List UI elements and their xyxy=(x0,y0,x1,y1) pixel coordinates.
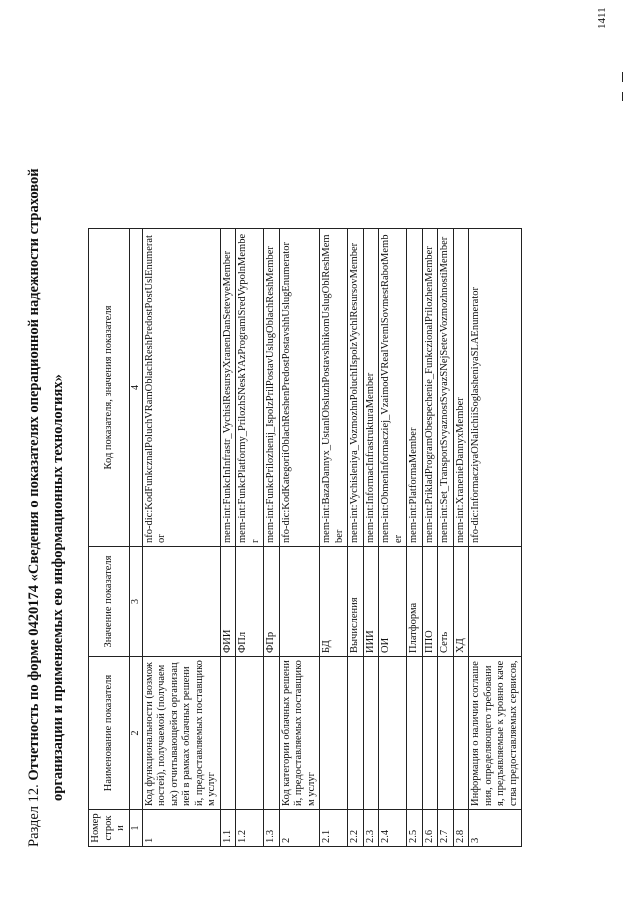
cell-num: 1 xyxy=(142,810,220,847)
cell-code: mem-int:PrikladProgramObespechenie_FunkczionalPrilozhenMember xyxy=(422,229,438,547)
cell-num: 2 xyxy=(279,810,320,847)
cell-num: 1.3 xyxy=(264,810,280,847)
section-prefix: Раздел 12. xyxy=(26,784,42,847)
cell-name xyxy=(407,657,423,810)
cell-name xyxy=(264,657,280,810)
cell-num: 2.2 xyxy=(348,810,364,847)
table-row xyxy=(422,229,438,847)
cell-name xyxy=(422,657,438,810)
cell-code: nfo-dic:InformacziyaONalichiiSoglasheniyaSLAEnumerator xyxy=(469,229,522,547)
cell-num: 1.1 xyxy=(220,810,236,847)
cell-value: ИИИ xyxy=(363,547,379,657)
table-row xyxy=(363,229,379,847)
cell-code: mem-int:ObmenInformacziej_VzaimodVRealVremlSovmestRabotMember xyxy=(379,229,407,547)
table-row xyxy=(407,229,423,847)
indicators-table xyxy=(88,228,522,847)
cell-value: ХД xyxy=(453,547,469,657)
cell-value: ФПл xyxy=(236,547,264,657)
cell-value: Вычисления xyxy=(348,547,364,657)
cell-num: 2.1 xyxy=(320,810,348,847)
cell-code: nfo-dic:KodFunkcznalPoluchVRamOblachReshPredostPostUslEnumerator xyxy=(142,229,220,547)
col-number: 1 xyxy=(129,810,142,847)
cell-name xyxy=(453,657,469,810)
cell-code: nfo-dic:KodKategoriiOblachReshenPredostPostavshhUslugEnumerator xyxy=(279,229,320,547)
cell-value: БД xyxy=(320,547,348,657)
table-row xyxy=(379,229,407,847)
cell-num: 2.6 xyxy=(422,810,438,847)
table-row xyxy=(264,229,280,847)
cell-code: mem-int:FunkcPrilozhenij_IspolzPrilPostavUslugOblachReshMember xyxy=(264,229,280,547)
cell-code: mem-int:InformacInfrastrukturaMember xyxy=(363,229,379,547)
column-number-row xyxy=(129,229,142,847)
table-row xyxy=(320,229,348,847)
col-header-name: Наименование показателя xyxy=(89,657,130,810)
cell-value: ОИ xyxy=(379,547,407,657)
table-row xyxy=(279,229,320,847)
cell-value xyxy=(469,547,522,657)
cell-value: ППО xyxy=(422,547,438,657)
cell-value: ФПр xyxy=(264,547,280,657)
cell-name xyxy=(438,657,454,810)
col-header-code: Код показателя, значения показателя xyxy=(89,229,130,547)
table-row xyxy=(142,229,220,847)
table-row xyxy=(469,229,522,847)
cell-value: Платформа xyxy=(407,547,423,657)
cell-num: 2.4 xyxy=(379,810,407,847)
col-header-row-number: Номер строки xyxy=(89,810,130,847)
cell-value xyxy=(279,547,320,657)
cell-num: 2.8 xyxy=(453,810,469,847)
cell-code: mem-int:FunkcInInfrastr_VychislResursyXranenDanSetevyeMember xyxy=(220,229,236,547)
cell-value: Сеть xyxy=(438,547,454,657)
table-body xyxy=(142,229,522,847)
cell-name xyxy=(320,657,348,810)
cell-code: mem-int:XranenieDannyxMember xyxy=(453,229,469,547)
cell-num: 1.2 xyxy=(236,810,264,847)
col-number: 4 xyxy=(129,229,142,547)
page-number: 1411 xyxy=(596,7,608,29)
cell-name: Информация о наличии соглашения, определяющего требования, предъявляемые к уровню качества предоставляемых сервисов, xyxy=(469,657,522,810)
cell-code: mem-int:FunkcPlatformy_PrilozhSNeskYAzProgramlSredVypolnMember xyxy=(236,229,264,547)
cell-name: Код категории облачных решений, предоставляемых поставщиком услуг xyxy=(279,657,320,810)
section-title-line2: организации и применяемых ею информационных технологиях» xyxy=(50,374,66,801)
col-number: 3 xyxy=(129,547,142,657)
cell-num: 2.5 xyxy=(407,810,423,847)
table-row xyxy=(236,229,264,847)
table-row xyxy=(348,229,364,847)
cell-code: mem-int:Vychisleniya_VozmozhnPoluchIIspolzVychlResursovMember xyxy=(348,229,364,547)
cell-code: mem-int:Set_TransportSvyaznostSvyazSNejSetevVozmozhnostiMember xyxy=(438,229,454,547)
table-row xyxy=(220,229,236,847)
cell-name xyxy=(220,657,236,810)
col-header-value: Значение показателя xyxy=(89,547,130,657)
cell-num: 2.3 xyxy=(363,810,379,847)
col-number: 2 xyxy=(129,657,142,810)
cell-value: ФИИ xyxy=(220,547,236,657)
cell-name xyxy=(363,657,379,810)
cell-name xyxy=(348,657,364,810)
cell-name xyxy=(236,657,264,810)
cell-num: 3 xyxy=(469,810,522,847)
section-title-line1: Отчетность по форме 0420174 «Сведения о показателях операционной надежности страховой xyxy=(26,168,42,781)
cell-name xyxy=(379,657,407,810)
section-heading xyxy=(22,7,70,847)
cell-name: Код функциональности (возможностей), получаемой (получаемых) отчитывающейся организацией в рамках облачных решений, предоставляемых поставщиком услуг xyxy=(142,657,220,810)
cell-value xyxy=(142,547,220,657)
table-row xyxy=(438,229,454,847)
table-row xyxy=(453,229,469,847)
cell-num: 2.7 xyxy=(438,810,454,847)
cell-code: mem-int:BazaDannyx_UstanlObsluzhPostavshhikomUslugOblReshMember xyxy=(320,229,348,547)
cell-code: mem-int:PlatformaMember xyxy=(407,229,423,547)
table-header-row xyxy=(89,229,130,847)
